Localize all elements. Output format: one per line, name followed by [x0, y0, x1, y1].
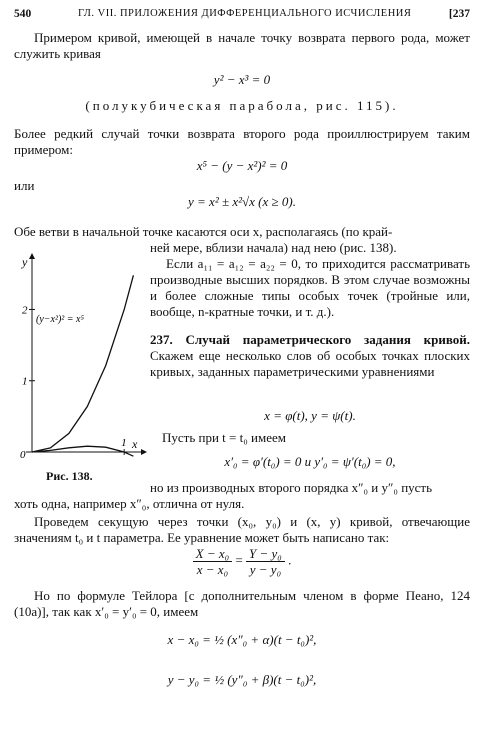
y-tick-label: 1: [22, 375, 28, 388]
paragraph-1: Примером кривой, имеющей в начале точку возврата первого рода, может служить кривая: [14, 30, 470, 61]
section-237: [150, 332, 470, 380]
figure-caption: Рис. 138.: [46, 469, 93, 483]
equation-branches: y = x² ± x²√x (x ≥ 0).: [188, 194, 296, 209]
x-tick-label: 1: [121, 437, 127, 449]
paragraph-6: Пусть при t = t₀ имеем: [162, 430, 286, 445]
paragraph-9: Но по формуле Тейлора [с дополнительным членом в форме Пеано, 124 (10a)], так как x′₀ = y′₀ = 0, имеем: [14, 588, 470, 619]
word-or: или: [14, 178, 35, 193]
secant-right-numerator: Y − y₀: [246, 546, 285, 562]
chapter-title: ГЛ. VII. ПРИЛОЖЕНИЯ ДИФФЕРЕНЦИАЛЬНОГО ИСЧИСЛЕНИЯ: [78, 8, 412, 19]
paragraph-4: Если a₁₁ = a₁₂ = a₂₂ = 0, то приходится рассматривать производные высших порядков. В этом случае возможны и более сложные типы особых точек (тройные или, вообще, n-кратные точки, и т. д.).: [150, 256, 470, 319]
paragraph-3-rest: ней мере, вблизи начала) над нею (рис. 138).: [150, 240, 397, 255]
page-number: 540: [14, 8, 32, 20]
semicubical-caption: (полукубическая парабола, рис. 115).: [85, 98, 399, 113]
section-title: 237. Случай параметрического задания кривой.: [150, 332, 470, 347]
secant-left-denominator: x − x₀: [196, 562, 229, 577]
equation-param: x = φ(t), y = ψ(t).: [264, 408, 356, 423]
equation-secant: $\frac{\text{X − x₀}}{\text{x − x₀}}$ = $\frac{\text{Y − y₀}}{\text{y − y₀}}$ .: [14, 546, 470, 577]
axis-x-label: x: [132, 437, 138, 451]
equation-semicubical: y² − x³ = 0: [213, 72, 271, 87]
equation-taylor-y: y − y₀ = ½ (y″₀ + β)(t − t₀)²,: [167, 672, 317, 687]
paragraph-5: Скажем еще несколько слов об особых точках плоских кривых, заданных параметрическими уравнениями: [150, 348, 470, 379]
axis-y-label: y: [22, 255, 28, 269]
y-tick-label: 2: [22, 304, 28, 317]
equation-cusp: x⁵ − (y − x²)² = 0: [196, 158, 288, 173]
figure-138: [18, 250, 148, 460]
paragraph-7a: но из производных второго порядка x″₀ и y″₀ пусть: [150, 480, 433, 495]
paragraph-7b: хоть одна, например x″₀, отлична от нуля.: [14, 496, 245, 511]
curve-lower-branch: [32, 446, 133, 456]
equation-taylor-x: x − x₀ = ½ (x″₀ + α)(t − t₀)²,: [167, 632, 317, 647]
secant-right-denominator: y − y₀: [249, 562, 282, 577]
page-header: [14, 6, 470, 22]
curve-upper-branch: [32, 275, 133, 452]
paragraph-2: Более редкий случай точки возврата второго рода проиллюстрируем таким примером:: [14, 126, 470, 157]
secant-left-numerator: X − x₀: [193, 546, 233, 562]
curve-label: (y−x²)² = x⁵: [36, 314, 84, 325]
origin-label: 0: [20, 449, 26, 460]
section-mark: [237: [448, 8, 470, 20]
paragraph-3-line: Обе ветви в начальной точке касаются оси x, располагаясь (по край-: [14, 224, 393, 239]
paragraph-8: Проведем секущую через точки (x₀, y₀) и (x, y) кривой, отвечающие значениям t₀ и t параметра. Ее уравнение может быть написано так:: [14, 514, 470, 545]
equation-first-derivatives: x′₀ = φ′(t₀) = 0 и y′₀ = ψ′(t₀) = 0,: [224, 454, 396, 469]
